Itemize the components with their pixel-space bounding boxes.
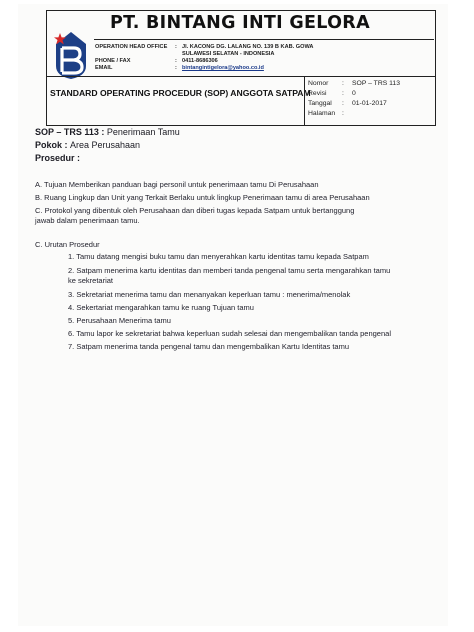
step-4: 4. Sekertariat mengarahkan tamu ke ruang Tujuan tamu [68,303,254,312]
step-6: 6. Tamu lapor ke sekretariat bahwa keperluan sudah selesai dan mengembalikan tanda pengenal [68,329,391,338]
step-7: 7. Satpam menerima tanda pengenal tamu dan mengembalikan Kartu Identitas tamu [68,342,350,351]
meta-separator: : [342,90,344,97]
meta-value: 01-01-2017 [352,100,387,107]
meta-key: Revisi [308,90,327,97]
meta-key: Halaman [308,110,336,117]
sop-title: STANDARD OPERATING PROCEDUR (SOP) ANGGOTA SATPAM [50,88,311,98]
contact-label: EMAIL [95,65,113,71]
section-c: C. Protokol yang dibentuk oleh Perusahaan dan diberi tugas kepada Satpam untuk bertanggung [35,206,355,215]
contact-value: Jl. KACONG DG. LALANG NO. 139 B KAB. GOWA [182,44,314,50]
email-link[interactable]: bintangintigelora@yahoo.co.id [182,65,264,71]
letterhead-rule [94,39,434,40]
meta-separator: : [342,80,344,87]
contact-separator: : [175,65,177,71]
meta-key: Nomor [308,80,329,87]
step-2-continued: ke sekretariat [68,276,114,285]
meta-row-nomor [308,80,400,87]
step-3: 3. Sekretariat menerima tamu dan menanyakan keperluan tamu : menerima/menolak [68,290,351,299]
company-logo [52,30,90,80]
meta-row-halaman [308,110,352,117]
pokok-label: Pokok : [35,140,71,150]
urutan-heading: C. Urutan Prosedur [35,240,100,249]
contact-row-region [95,51,274,57]
pokok-value: Area Perusahaan [70,140,141,150]
step-1: 1. Tamu datang mengisi buku tamu dan menyerahkan kartu identitas tamu kepada Satpam [68,252,369,261]
section-b: B. Ruang Lingkup dan Unit yang Terkait Berlaku untuk lingkup Penerimaan tamu di area Perusahaan [35,193,370,202]
contact-row-phone [95,58,218,64]
contact-row-email [95,65,264,71]
sop-divider [46,76,436,77]
prosedur-heading: Prosedur : [35,153,81,163]
meta-key: Tanggal [308,100,332,107]
company-name: PT. BINTANG INTI GELORA [110,13,370,33]
meta-column-divider [304,76,305,126]
contact-label: PHONE / FAX [95,58,131,64]
contact-label: OPERATION HEAD OFFICE [95,44,168,50]
contact-value: 0411-8686306 [182,58,218,64]
meta-separator: : [342,100,344,107]
meta-value: 0 [352,90,356,97]
meta-row-tanggal [308,100,387,107]
meta-row-revisi [308,90,356,97]
contact-separator: : [175,44,177,50]
section-c-continued: jawab dalam penerimaan tamu. [35,216,140,225]
meta-separator: : [342,110,344,117]
sop-code: SOP – TRS 113 : [35,127,107,137]
step-2: 2. Satpam menerima kartu identitas dan memberi tanda pengenal tamu serta mengarahkan tamu [68,266,391,275]
pokok-heading [35,140,140,150]
contact-value: SULAWESI SELATAN - INDONESIA [182,51,275,57]
contact-separator: : [175,58,177,64]
step-5: 5. Perusahaan Menerima tamu [68,316,171,325]
sop-subject: Penerimaan Tamu [106,127,180,137]
contact-row-address [95,44,313,50]
meta-value: SOP – TRS 113 [352,80,400,87]
sop-heading [35,127,180,137]
section-a: A. Tujuan Memberikan panduan bagi personil untuk penerimaan tamu Di Perusahaan [35,180,319,189]
